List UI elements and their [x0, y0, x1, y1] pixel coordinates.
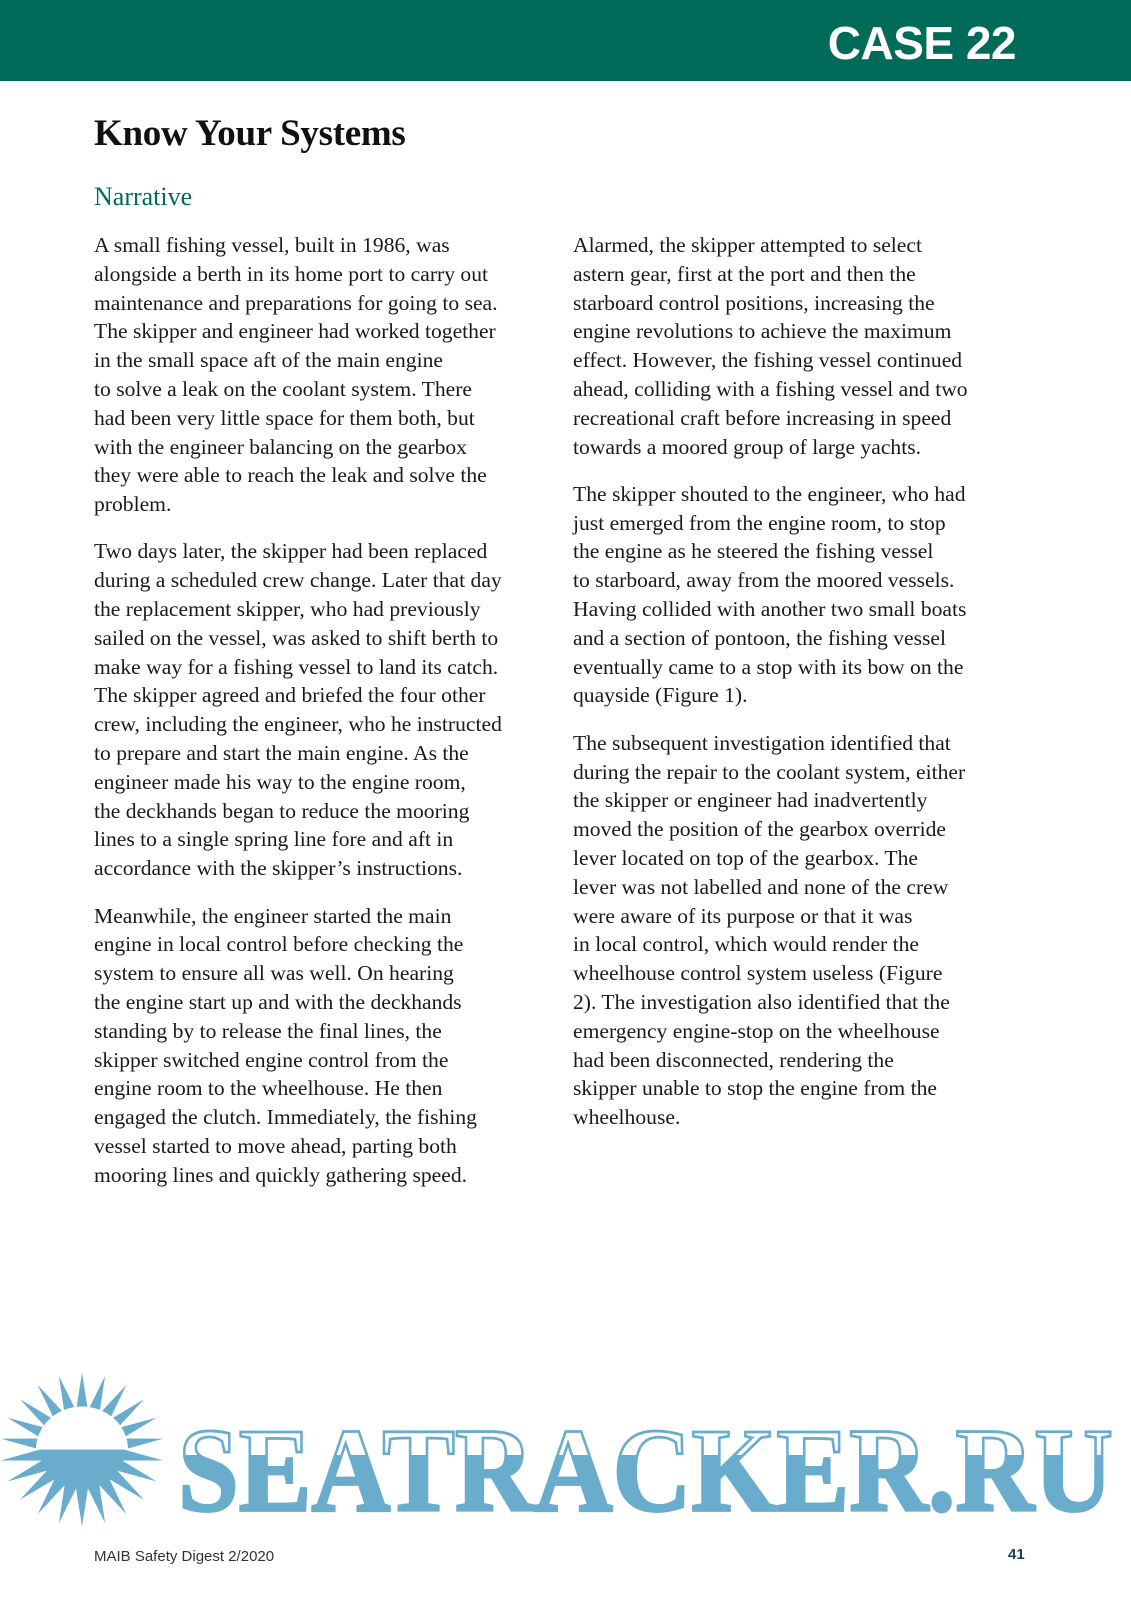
header-banner [0, 0, 1131, 81]
text-line: engine room to the wheelhouse. He then [94, 1076, 443, 1101]
text-line: The skipper shouted to the engineer, who had [573, 481, 966, 506]
text-line: quayside (Figure 1). [573, 683, 748, 708]
text-line: sailed on the vessel, was asked to shift berth to [94, 625, 499, 650]
text-line: lever located on top of the gearbox. The [573, 845, 918, 870]
paragraph [94, 231, 564, 519]
footer-publication: MAIB Safety Digest 2/2020 [94, 1548, 275, 1565]
text-line: just emerged from the engine room, to stop [573, 510, 946, 535]
text-line: vessel started to move ahead, parting both [94, 1133, 457, 1158]
paragraph [573, 480, 1043, 710]
text-line: lines to a single spring line fore and aft in [94, 827, 454, 852]
sun-icon [1, 1373, 163, 1526]
text-line: with the engineer balancing on the gearbox [94, 434, 467, 459]
text-line: system to ensure all was well. On hearing [94, 961, 454, 986]
text-line: lever was not labelled and none of the crew [573, 874, 949, 899]
paragraph [94, 537, 564, 883]
text-line: skipper switched engine control from the [94, 1047, 449, 1072]
text-line: engineer made his way to the engine room, [94, 769, 466, 794]
text-line: accordance with the skipper’s instructions. [94, 856, 463, 881]
text-line: moved the position of the gearbox override [573, 817, 946, 842]
text-line: eventually came to a stop with its bow on the [573, 654, 964, 679]
text-column-right [573, 231, 1043, 1150]
text-line: A small fishing vessel, built in 1986, was [94, 233, 450, 257]
case-label: CASE 22 [827, 17, 1016, 69]
text-line: the replacement skipper, who had previously [94, 597, 481, 622]
paragraph [573, 729, 1043, 1132]
text-line: Having collided with another two small boats [573, 597, 967, 622]
text-line: the engine as he steered the fishing vessel [573, 539, 934, 564]
text-line: in local control, which would render the [573, 932, 919, 957]
text-line: The subsequent investigation identified that [573, 730, 951, 755]
text-line: to prepare and start the main engine. As the [94, 741, 469, 766]
text-line: maintenance and preparations for going to sea. [94, 290, 498, 315]
text-line: skipper unable to stop the engine from the [573, 1076, 938, 1101]
article-title: Know Your Systems [94, 113, 406, 154]
text-line: astern gear, first at the port and then the [573, 261, 916, 286]
text-line: to solve a leak on the coolant system. There [94, 376, 472, 401]
text-line: mooring lines and quickly gathering speed. [94, 1162, 468, 1187]
text-line: had been very little space for them both, but [94, 405, 475, 430]
text-column-left [94, 231, 564, 1208]
text-line: crew, including the engineer, who he instructed [94, 712, 502, 737]
text-line: the engine start up and with the deckhands [94, 989, 462, 1014]
text-line: recreational craft before increasing in speed [573, 405, 952, 430]
section-heading: Narrative [94, 182, 193, 211]
text-line: and a section of pontoon, the fishing vessel [573, 625, 947, 650]
text-line: problem. [94, 492, 172, 517]
text-line: engine in local control before checking the [94, 932, 464, 957]
text-line: towards a moored group of large yachts. [573, 434, 921, 459]
page-number: 41 [1008, 1546, 1025, 1563]
text-line: to starboard, away from the moored vessels. [573, 568, 955, 593]
watermark-text: SEATRACKER.RU [178, 1404, 1113, 1530]
text-line: Two days later, the skipper had been replaced [94, 539, 488, 564]
text-line: emergency engine-stop on the wheelhouse [573, 1018, 940, 1043]
text-line: wheelhouse. [573, 1105, 681, 1130]
text-line: standing by to release the final lines, the [94, 1018, 442, 1043]
text-line: The skipper agreed and briefed the four other [94, 683, 486, 708]
text-line: wheelhouse control system useless (Figure [573, 961, 943, 986]
text-line: the skipper or engineer had inadvertently [573, 788, 928, 813]
watermark [0, 1370, 1131, 1530]
text-line: 2). The investigation also identified that the [573, 989, 950, 1014]
text-line: during the repair to the coolant system, either [573, 759, 966, 784]
text-line: make way for a fishing vessel to land its catch. [94, 654, 499, 679]
paragraph [573, 231, 1043, 461]
text-line: they were able to reach the leak and solve the [94, 463, 487, 488]
text-line: engaged the clutch. Immediately, the fishing [94, 1105, 477, 1130]
text-line: alongside a berth in its home port to carry out [94, 261, 488, 286]
text-line: ahead, colliding with a fishing vessel and two [573, 376, 968, 401]
text-line: Meanwhile, the engineer started the main [94, 903, 452, 928]
text-line: The skipper and engineer had worked together [94, 319, 496, 344]
text-line: the deckhands began to reduce the mooring [94, 798, 470, 823]
text-line: engine revolutions to achieve the maximum [573, 319, 952, 344]
text-line: had been disconnected, rendering the [573, 1047, 894, 1072]
text-line: in the small space aft of the main engine [94, 348, 443, 373]
text-line: effect. However, the fishing vessel continued [573, 348, 963, 373]
text-line: were aware of its purpose or that it was [573, 903, 913, 928]
text-line: starboard control positions, increasing the [573, 290, 935, 315]
text-line: Alarmed, the skipper attempted to select [573, 233, 922, 257]
paragraph [94, 902, 564, 1190]
text-line: during a scheduled crew change. Later that day [94, 568, 502, 593]
